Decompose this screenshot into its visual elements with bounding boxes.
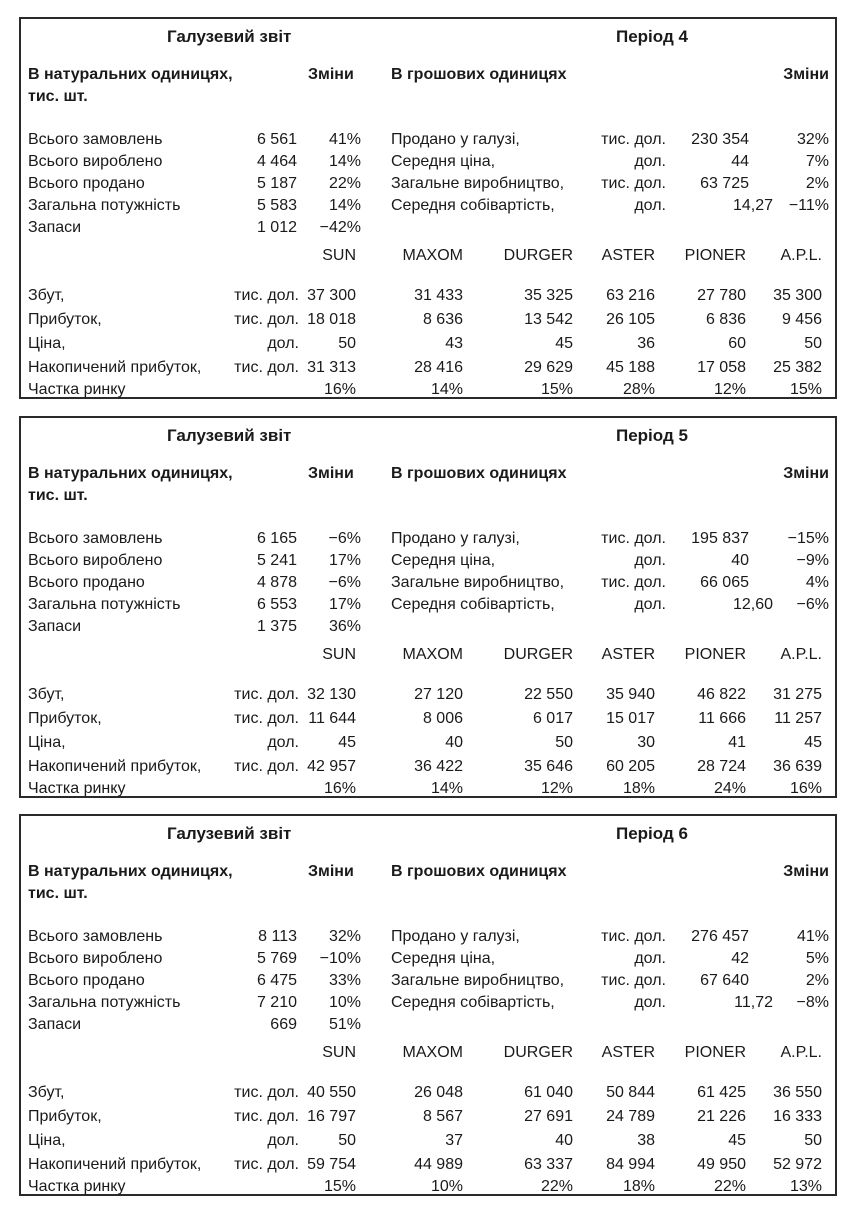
money-row-value: 276 457 [691, 928, 749, 945]
units-row-label: Всього продано [28, 574, 145, 591]
units-row-label: Всього вироблено [28, 950, 163, 967]
money-row-value: 12,60 [732, 596, 773, 613]
company-cell: 31 275 [773, 686, 822, 703]
money-row-label: Середня ціна, [391, 950, 496, 967]
company-row-unit: тис. дол. [234, 1156, 299, 1173]
units-row-label: Загальна потужність [28, 596, 181, 613]
money-row-label: Загальне виробництво, [391, 574, 565, 591]
money-header: В грошових одиницях [391, 465, 567, 482]
company-cell: 15% [323, 1178, 356, 1195]
units-row-change: −6% [328, 530, 361, 547]
money-row-label: Продано у галузі, [391, 928, 520, 945]
units-row-change: 33% [328, 972, 361, 989]
company-row-label: Прибуток, [28, 311, 102, 328]
company-row-unit: дол. [267, 734, 299, 751]
company-row-label: Збут, [28, 287, 65, 304]
money-row-change: 4% [805, 574, 829, 591]
company-cell: 37 [445, 1132, 463, 1149]
company-cell: 16% [323, 780, 356, 797]
money-row-change: −11% [788, 197, 829, 214]
units-row-label: Загальна потужність [28, 994, 181, 1011]
company-cell: 14% [430, 381, 463, 398]
money-changes-label: Зміни [783, 863, 829, 880]
units-row-value: 6 165 [256, 530, 297, 547]
units-row-label: Запаси [28, 618, 82, 635]
company-cell: 12% [713, 381, 746, 398]
company-cell: 12% [540, 780, 573, 797]
units-row-change: 17% [328, 596, 361, 613]
company-row-label: Накопичений прибуток, [28, 359, 202, 376]
money-changes-label: Зміни [783, 66, 829, 83]
company-cell: 16 333 [773, 1108, 822, 1125]
company-cell: 15% [789, 381, 822, 398]
company-row-label: Прибуток, [28, 710, 102, 727]
company-cell: 43 [445, 335, 463, 352]
company-cell: 13% [789, 1178, 822, 1195]
units-row-value: 4 464 [256, 153, 297, 170]
company-cell: 45 [555, 335, 573, 352]
units-row-value: 6 475 [256, 972, 297, 989]
company-cell: 14% [430, 780, 463, 797]
company-row-label: Ціна, [28, 1132, 66, 1149]
company-header: ASTER [601, 1044, 655, 1061]
company-cell: 27 691 [524, 1108, 573, 1125]
money-row-value: 230 354 [691, 131, 749, 148]
units-row-label: Запаси [28, 1016, 82, 1033]
money-row-change: 2% [805, 972, 829, 989]
company-row-unit: тис. дол. [234, 758, 299, 775]
units-header: В натуральних одиницях, [28, 863, 233, 880]
company-cell: 59 754 [307, 1156, 356, 1173]
company-cell: 13 542 [524, 311, 573, 328]
units-row-label: Запаси [28, 219, 82, 236]
company-cell: 37 300 [307, 287, 356, 304]
money-row-label: Середня собівартість, [391, 197, 555, 214]
money-row-label: Середня ціна, [391, 153, 496, 170]
units-row-value: 1 012 [256, 219, 297, 236]
money-row-value: 63 725 [700, 175, 749, 192]
industry-report-period-6 [19, 814, 837, 1196]
company-cell: 40 [555, 1132, 573, 1149]
money-row-unit: дол. [634, 994, 666, 1011]
company-cell: 15% [540, 381, 573, 398]
company-cell: 28 416 [414, 359, 463, 376]
industry-report-period-5 [19, 416, 837, 798]
company-cell: 41 [728, 734, 746, 751]
units-row-change: 41% [328, 131, 361, 148]
units-row-change: 36% [328, 618, 361, 635]
company-cell: 40 [445, 734, 463, 751]
report-period: Період 4 [616, 27, 688, 46]
company-header: ASTER [601, 646, 655, 663]
company-row-unit: тис. дол. [234, 287, 299, 304]
company-cell: 36 422 [414, 758, 463, 775]
company-header: A.P.L. [780, 1044, 822, 1061]
company-cell: 50 [338, 335, 356, 352]
company-cell: 29 629 [524, 359, 573, 376]
money-row-change: 7% [805, 153, 829, 170]
money-row-change: −8% [796, 994, 829, 1011]
company-cell: 61 425 [697, 1084, 746, 1101]
units-row-change: 51% [328, 1016, 361, 1033]
money-row-value: 40 [731, 552, 749, 569]
report-title: Галузевий звіт [167, 27, 292, 46]
company-cell: 36 639 [773, 758, 822, 775]
company-header: PIONER [684, 247, 746, 264]
money-row-label: Продано у галузі, [391, 131, 520, 148]
company-cell: 52 972 [773, 1156, 822, 1173]
units-row-change: 32% [328, 928, 361, 945]
units-header: В натуральних одиницях, [28, 465, 233, 482]
units-row-value: 6 553 [256, 596, 297, 613]
units-row-value: 1 375 [256, 618, 297, 635]
money-row-change: −15% [787, 530, 829, 547]
units-row-change: −6% [328, 574, 361, 591]
money-row-unit: дол. [634, 197, 666, 214]
company-row-label: Накопичений прибуток, [28, 1156, 202, 1173]
company-row-label: Частка ринку [28, 780, 126, 797]
company-cell: 18 018 [307, 311, 356, 328]
units-row-value: 669 [270, 1016, 297, 1033]
company-cell: 18% [622, 1178, 655, 1195]
company-cell: 18% [622, 780, 655, 797]
company-cell: 15 017 [606, 710, 655, 727]
units-row-label: Всього продано [28, 175, 145, 192]
company-row-label: Прибуток, [28, 1108, 102, 1125]
company-row-unit: тис. дол. [234, 710, 299, 727]
money-row-label: Загальне виробництво, [391, 972, 565, 989]
company-cell: 35 646 [524, 758, 573, 775]
units-row-change: 17% [328, 552, 361, 569]
units-header-unit: тис. шт. [28, 885, 88, 902]
units-row-value: 5 187 [256, 175, 297, 192]
company-cell: 27 780 [697, 287, 746, 304]
company-cell: 50 [804, 1132, 822, 1149]
money-row-value: 11,72 [734, 994, 773, 1011]
company-cell: 22% [713, 1178, 746, 1195]
company-header: ASTER [601, 247, 655, 264]
company-cell: 10% [430, 1178, 463, 1195]
units-row-change: 14% [328, 197, 361, 214]
company-cell: 45 188 [606, 359, 655, 376]
money-row-change: 2% [805, 175, 829, 192]
units-row-label: Всього вироблено [28, 153, 163, 170]
company-cell: 11 644 [308, 710, 356, 727]
money-row-unit: тис. дол. [601, 574, 666, 591]
company-row-unit: дол. [267, 1132, 299, 1149]
money-row-change: 5% [805, 950, 829, 967]
money-row-value: 14,27 [732, 197, 773, 214]
company-header: A.P.L. [780, 646, 822, 663]
company-header: SUN [322, 646, 356, 663]
units-changes-label: Зміни [308, 863, 354, 880]
company-cell: 31 313 [307, 359, 356, 376]
money-row-label: Середня собівартість, [391, 994, 555, 1011]
company-header: DURGER [503, 646, 573, 663]
company-row-label: Частка ринку [28, 1178, 126, 1195]
company-cell: 46 822 [697, 686, 746, 703]
company-cell: 35 300 [773, 287, 822, 304]
units-row-change: −42% [319, 219, 361, 236]
money-row-unit: дол. [634, 153, 666, 170]
company-cell: 21 226 [697, 1108, 746, 1125]
money-row-value: 195 837 [691, 530, 749, 547]
company-cell: 45 [804, 734, 822, 751]
units-header-unit: тис. шт. [28, 487, 88, 504]
company-cell: 9 456 [781, 311, 822, 328]
company-cell: 26 105 [606, 311, 655, 328]
units-header-unit: тис. шт. [28, 88, 88, 105]
money-row-unit: тис. дол. [601, 928, 666, 945]
money-row-unit: дол. [634, 596, 666, 613]
company-cell: 25 382 [773, 359, 822, 376]
units-row-label: Всього вироблено [28, 552, 163, 569]
company-row-unit: тис. дол. [234, 359, 299, 376]
company-cell: 60 205 [606, 758, 655, 775]
money-header: В грошових одиницях [391, 66, 567, 83]
company-cell: 38 [637, 1132, 655, 1149]
money-row-value: 44 [731, 153, 749, 170]
units-row-value: 6 561 [256, 131, 297, 148]
money-row-unit: тис. дол. [601, 972, 666, 989]
units-changes-label: Зміни [308, 66, 354, 83]
units-changes-label: Зміни [308, 465, 354, 482]
company-cell: 63 337 [524, 1156, 573, 1173]
company-cell: 8 006 [422, 710, 463, 727]
units-row-label: Загальна потужність [28, 197, 181, 214]
company-header: PIONER [684, 1044, 746, 1061]
company-cell: 26 048 [414, 1084, 463, 1101]
money-row-label: Середня ціна, [391, 552, 496, 569]
money-row-value: 66 065 [700, 574, 749, 591]
company-cell: 49 950 [697, 1156, 746, 1173]
units-row-label: Всього замовлень [28, 131, 163, 148]
company-cell: 50 844 [606, 1084, 655, 1101]
company-cell: 61 040 [524, 1084, 573, 1101]
company-cell: 45 [338, 734, 356, 751]
company-cell: 36 550 [773, 1084, 822, 1101]
money-row-change: 32% [796, 131, 829, 148]
units-row-label: Всього замовлень [28, 530, 163, 547]
company-cell: 17 058 [697, 359, 746, 376]
company-cell: 50 [555, 734, 573, 751]
money-row-change: 41% [796, 928, 829, 945]
company-cell: 28% [622, 381, 655, 398]
units-row-change: −10% [319, 950, 361, 967]
units-row-value: 5 583 [256, 197, 297, 214]
company-header: DURGER [503, 1044, 573, 1061]
units-row-value: 4 878 [256, 574, 297, 591]
industry-report-period-4 [19, 17, 837, 399]
money-row-unit: дол. [634, 552, 666, 569]
company-header: MAXOM [402, 646, 463, 663]
company-cell: 32 130 [307, 686, 356, 703]
company-cell: 63 216 [606, 287, 655, 304]
company-cell: 30 [637, 734, 655, 751]
company-cell: 84 994 [606, 1156, 655, 1173]
company-row-unit: тис. дол. [234, 686, 299, 703]
company-cell: 36 [637, 335, 655, 352]
units-row-label: Всього продано [28, 972, 145, 989]
company-cell: 16% [323, 381, 356, 398]
company-cell: 60 [728, 335, 746, 352]
company-cell: 50 [338, 1132, 356, 1149]
company-cell: 28 724 [697, 758, 746, 775]
money-changes-label: Зміни [783, 465, 829, 482]
company-cell: 31 433 [414, 287, 463, 304]
report-title: Галузевий звіт [167, 426, 292, 445]
money-row-unit: тис. дол. [601, 530, 666, 547]
company-header: A.P.L. [780, 247, 822, 264]
company-cell: 6 836 [705, 311, 746, 328]
units-row-change: 10% [328, 994, 361, 1011]
money-row-value: 42 [731, 950, 749, 967]
company-cell: 35 325 [524, 287, 573, 304]
units-header: В натуральних одиницях, [28, 66, 233, 83]
units-row-change: 14% [328, 153, 361, 170]
company-cell: 40 550 [307, 1084, 356, 1101]
report-period: Період 5 [616, 426, 688, 445]
company-header: SUN [322, 1044, 356, 1061]
money-row-label: Продано у галузі, [391, 530, 520, 547]
units-row-label: Всього замовлень [28, 928, 163, 945]
money-row-label: Середня собівартість, [391, 596, 555, 613]
company-cell: 50 [804, 335, 822, 352]
company-cell: 8 567 [422, 1108, 463, 1125]
units-row-value: 7 210 [256, 994, 297, 1011]
money-row-change: −6% [796, 596, 829, 613]
company-cell: 16 797 [307, 1108, 356, 1125]
company-row-label: Ціна, [28, 335, 66, 352]
money-row-change: −9% [796, 552, 829, 569]
company-row-label: Частка ринку [28, 381, 126, 398]
units-row-value: 5 769 [256, 950, 297, 967]
company-cell: 6 017 [532, 710, 573, 727]
money-header: В грошових одиницях [391, 863, 567, 880]
company-row-unit: тис. дол. [234, 1108, 299, 1125]
report-period: Період 6 [616, 824, 688, 843]
company-header: MAXOM [402, 247, 463, 264]
units-row-value: 5 241 [256, 552, 297, 569]
company-cell: 44 989 [414, 1156, 463, 1173]
company-header: MAXOM [402, 1044, 463, 1061]
money-row-value: 67 640 [700, 972, 749, 989]
money-row-label: Загальне виробництво, [391, 175, 565, 192]
money-row-unit: тис. дол. [601, 131, 666, 148]
company-cell: 27 120 [414, 686, 463, 703]
company-cell: 42 957 [307, 758, 356, 775]
money-row-unit: тис. дол. [601, 175, 666, 192]
company-row-unit: дол. [267, 335, 299, 352]
company-row-label: Збут, [28, 686, 65, 703]
units-row-change: 22% [328, 175, 361, 192]
company-cell: 24 789 [606, 1108, 655, 1125]
company-header: PIONER [684, 646, 746, 663]
company-cell: 11 666 [698, 710, 746, 727]
company-cell: 11 257 [774, 710, 822, 727]
company-cell: 35 940 [606, 686, 655, 703]
company-row-unit: тис. дол. [234, 311, 299, 328]
company-cell: 45 [728, 1132, 746, 1149]
company-row-unit: тис. дол. [234, 1084, 299, 1101]
money-row-unit: дол. [634, 950, 666, 967]
company-cell: 16% [789, 780, 822, 797]
units-row-value: 8 113 [258, 928, 297, 945]
report-title: Галузевий звіт [167, 824, 292, 843]
company-header: DURGER [503, 247, 573, 264]
company-cell: 24% [713, 780, 746, 797]
company-cell: 8 636 [422, 311, 463, 328]
company-row-label: Ціна, [28, 734, 66, 751]
company-row-label: Накопичений прибуток, [28, 758, 202, 775]
company-cell: 22% [540, 1178, 573, 1195]
company-header: SUN [322, 247, 356, 264]
company-row-label: Збут, [28, 1084, 65, 1101]
company-cell: 22 550 [524, 686, 573, 703]
